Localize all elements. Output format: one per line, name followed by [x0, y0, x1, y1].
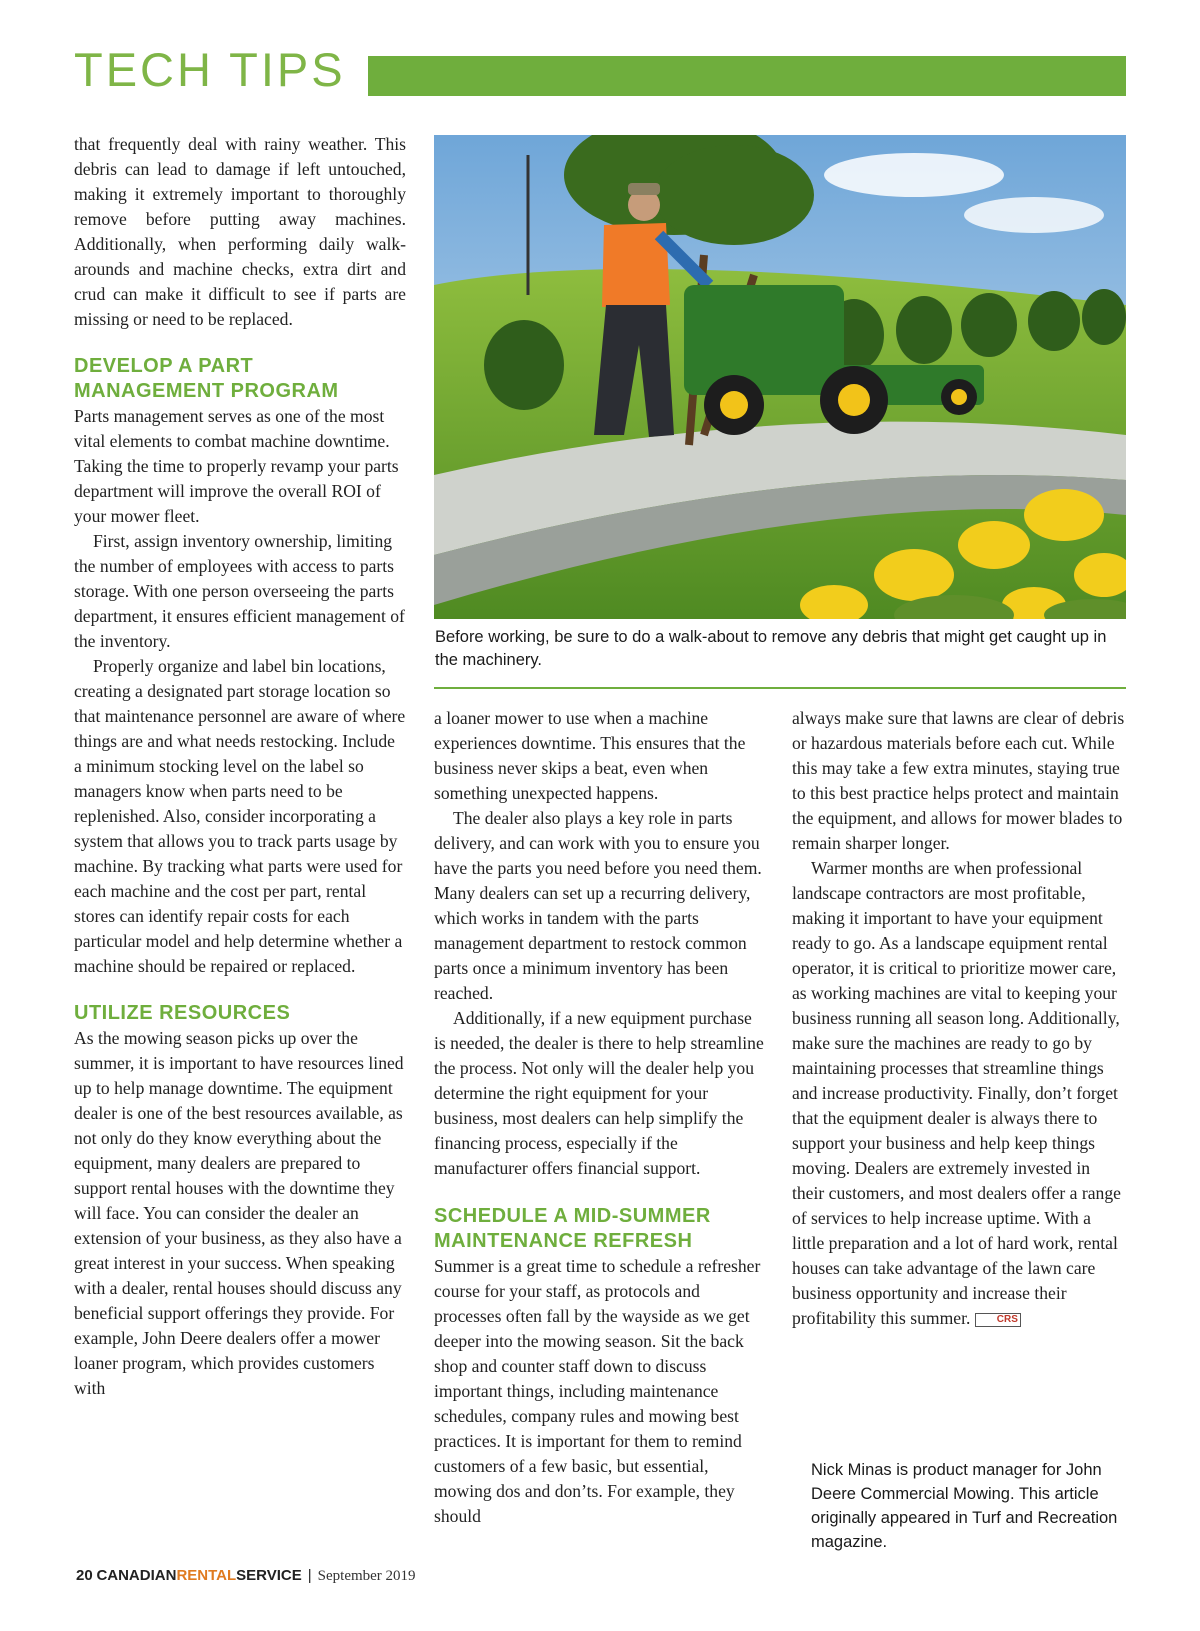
caption-rule: [434, 687, 1126, 689]
mowing-photo: [434, 135, 1126, 619]
page-footer: [76, 1566, 416, 1586]
paragraph: Parts management serves as one of the most vital elements to combat machine downtime. Taking the time to properly revamp your parts department will improve the overall ROI of your mower fleet.: [74, 406, 399, 526]
paragraph: a loaner mower to use when a machine experiences downtime. This ensures that the business never skips a beat, even when something unexpected happens.: [434, 708, 746, 803]
column-3: [792, 706, 1126, 1331]
paragraph: that frequently deal with rainy weather. This debris can lead to damage if left untouched, making it extremely important to thoroughly remove before putting away machines. Additionally, when performing daily walk-arounds and machine checks, extra dirt and crud can make it difficult to see if parts are missing or need to be replaced.: [74, 134, 406, 329]
author-bio: Nick Minas is product manager for John Deere Commercial Mowing. This article originally appeared in Turf and Recreation magazine.: [811, 1461, 1118, 1551]
footer-separator: |: [307, 1567, 312, 1584]
brand-part: RENTAL: [176, 1567, 237, 1584]
paragraph: Additionally, if a new equipment purchase is needed, the dealer is there to help streamline the process. Not only will the dealer help you determine the right equipment for your business, most dealers can help simplify the financing process, especially if the manufacturer offers financial support.: [434, 1008, 764, 1178]
section-heading: UTILIZE RESOURCES: [74, 1002, 291, 1024]
column-1: [74, 132, 406, 1401]
paragraph: First, assign inventory ownership, limiting the number of employees with access to parts storage. With one person overseeing the parts department, it ensures efficient management of the inventory.: [74, 531, 405, 651]
column-2: [434, 706, 766, 1529]
paragraph: Properly organize and label bin locations, creating a designated part storage location so that maintenance personnel are aware of where things are and what needs restocking. Include a minimum stocking level on the label so managers know when parts need to be replenished. Also, consider incorporating a system that allows you to track parts usage by machine. By tracking what parts were used for each machine and the cost per part, rental stores can identify repair costs for each particular model and help determine whether a machine should be repaired or replaced.: [74, 656, 406, 976]
heading-line: MANAGEMENT PROGRAM: [74, 380, 339, 402]
paragraph: [792, 856, 1126, 1331]
end-mark-icon: CRS: [975, 1313, 1021, 1327]
issue-date: September 2019: [317, 1568, 416, 1584]
page-number: 20: [76, 1567, 93, 1584]
paragraph: always make sure that lawns are clear of debris or hazardous materials before each cut. While this may take a few extra minutes, staying true to this best practice helps protect and maintain the equipment, and allows for mower blades to remain sharper longer.: [792, 708, 1125, 853]
brand-part: CANADIAN: [96, 1567, 177, 1584]
paragraph: The dealer also plays a key role in parts delivery, and can work with you to ensure you have the parts you need before you need them. Many dealers can set up a recurring delivery, which works in tandem with the parts management department to restock common parts once a minimum inventory has been reached.: [434, 808, 762, 1003]
paragraph: Summer is a great time to schedule a refresher course for your staff, as protocols and processes often fall by the wayside as we get deeper into the mowing season. Sit the back shop and counter staff down to discuss important things, including maintenance schedules, company rules and mowing best practices. It is important for them to remind customers of a few basic, but essential, mowing dos and don’ts. For example, they should: [434, 1256, 761, 1526]
header-bar: [368, 56, 1126, 96]
heading-line: SCHEDULE A MID-SUMMER: [434, 1205, 711, 1227]
magazine-brand: [96, 1567, 301, 1584]
section-heading: [74, 354, 406, 404]
paragraph-text: Warmer months are when professional landscape contractors are most profitable, making it important to have your equipment ready to go. As a landscape equipment rental operator, it is critical to prioritize mower care, as working machines are vital to keeping your business running all season long. Additionally, make sure the machines are ready to go by maintaining processes that streamline things and increase productivity. Finally, don’t forget that the equipment dealer is always there to support your business and help keep things moving. Dealers are extremely invested in their customers, and most dealers offer a range of services to help increase uptime. With a little preparation and a lot of hard work, rental houses can take advantage of the lawn care business opportunity and increase their profitability this summer.: [792, 858, 1121, 1328]
section-title: TECH TIPS: [74, 43, 346, 96]
brand-part: SERVICE: [236, 1567, 302, 1584]
heading-line: MAINTENANCE REFRESH: [434, 1230, 693, 1252]
photo-caption: Before working, be sure to do a walk-about to remove any debris that might get caught up in the machinery.: [435, 628, 1107, 669]
paragraph: As the mowing season picks up over the summer, it is important to have resources lined up to help manage downtime. The equipment dealer is one of the best resources available, as not only do they know everything about the equipment, many dealers are prepared to support rental houses with the downtime they will face. You can consider the dealer an extension of your business, as they also have a great interest in your success. When speaking with a dealer, rental houses should discuss any beneficial support offerings they provide. For example, John Deere dealers offer a mower loaner program, which provides customers with: [74, 1028, 404, 1398]
section-heading: [434, 1204, 766, 1254]
heading-line: DEVELOP A PART: [74, 355, 254, 377]
